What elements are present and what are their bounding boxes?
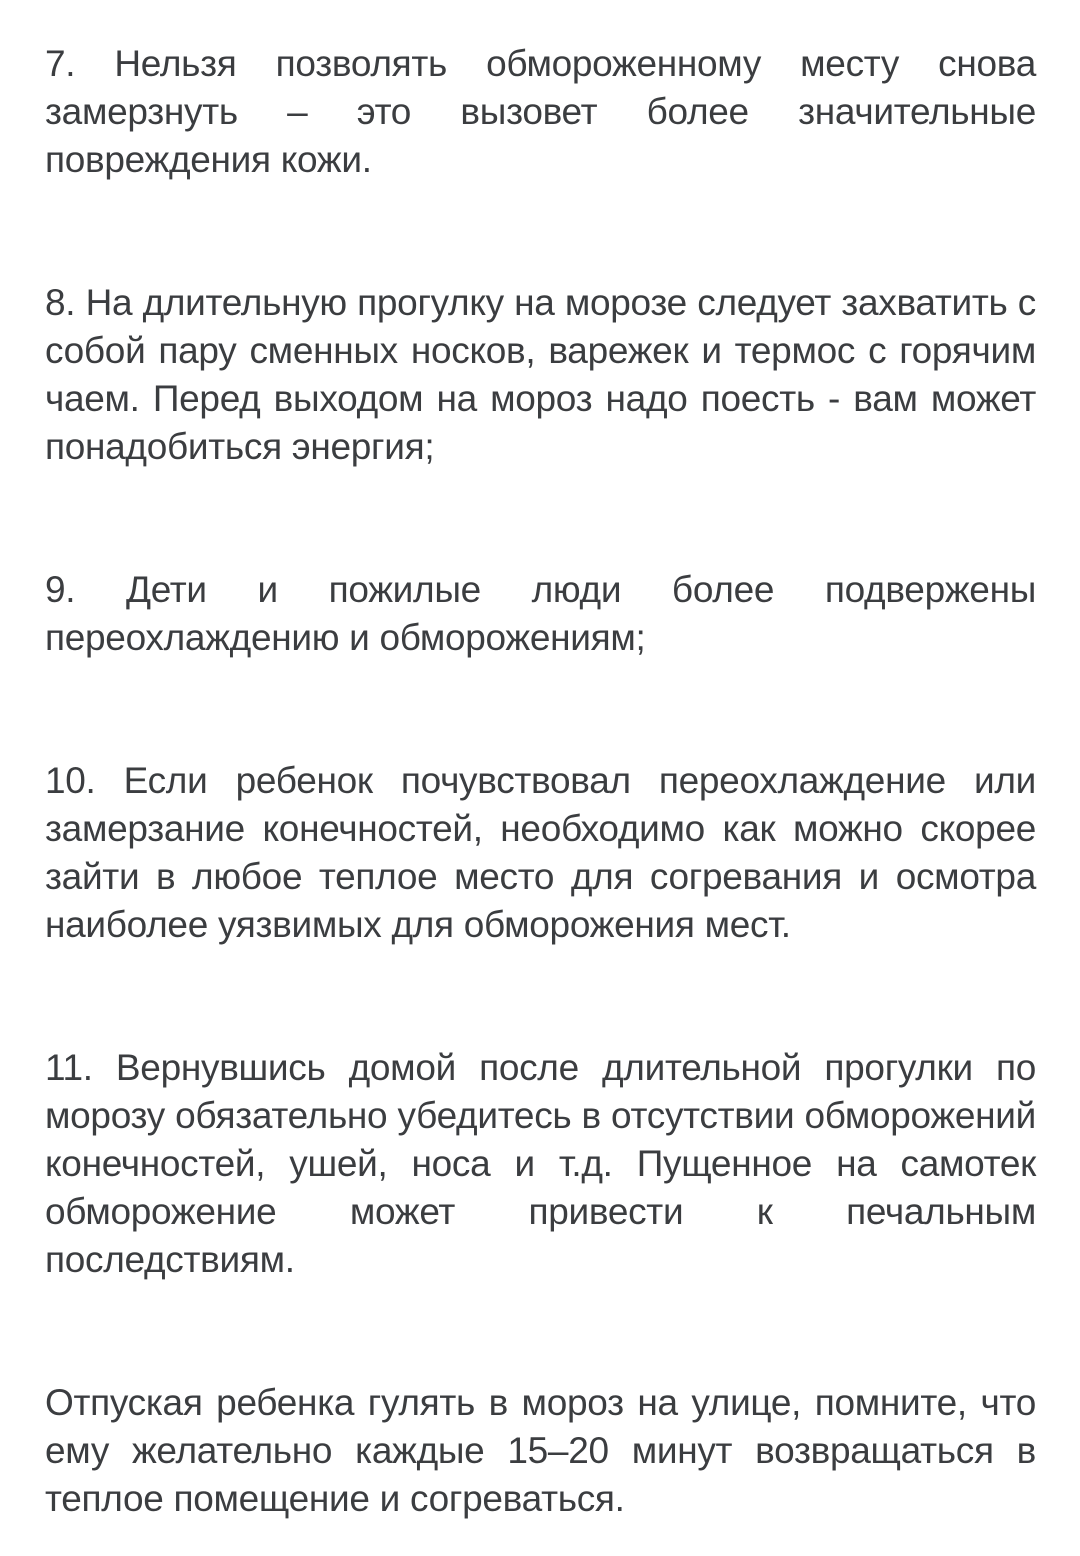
tip-paragraph-9: 9. Дети и пожилые люди более подвержены переохлаждению и обморожениям;	[45, 569, 1036, 658]
tip-paragraph-7: 7. Нельзя позволять обмороженному месту снова замерзнуть – это вызовет более значительные повреждения кожи.	[45, 43, 1036, 180]
closing-paragraph: Отпуская ребенка гулять в мороз на улице, помните, что ему желательно каждые 15–20 минут возвращаться в теплое помещение и согреваться.	[45, 1382, 1036, 1519]
tip-paragraph-11: 11. Вернувшись домой после длительной прогулки по морозу обязательно убедитесь в отсутствии обморожений конечностей, ушей, носа и т.д. Пущенное на самотек обморожение может привести к печальным последствиям.	[45, 1047, 1036, 1280]
tip-paragraph-8: 8. На длительную прогулку на морозе следует захватить с собой пару сменных носков, варежек и термос с горячим чаем. Перед выходом на мороз надо поесть - вам может понадобиться энергия;	[45, 282, 1036, 467]
tip-paragraph-10: 10. Если ребенок почувствовал переохлаждение или замерзание конечностей, необходимо как можно скорее зайти в любое теплое место для согревания и осмотра наиболее уязвимых для обморожения мест.	[45, 760, 1036, 945]
